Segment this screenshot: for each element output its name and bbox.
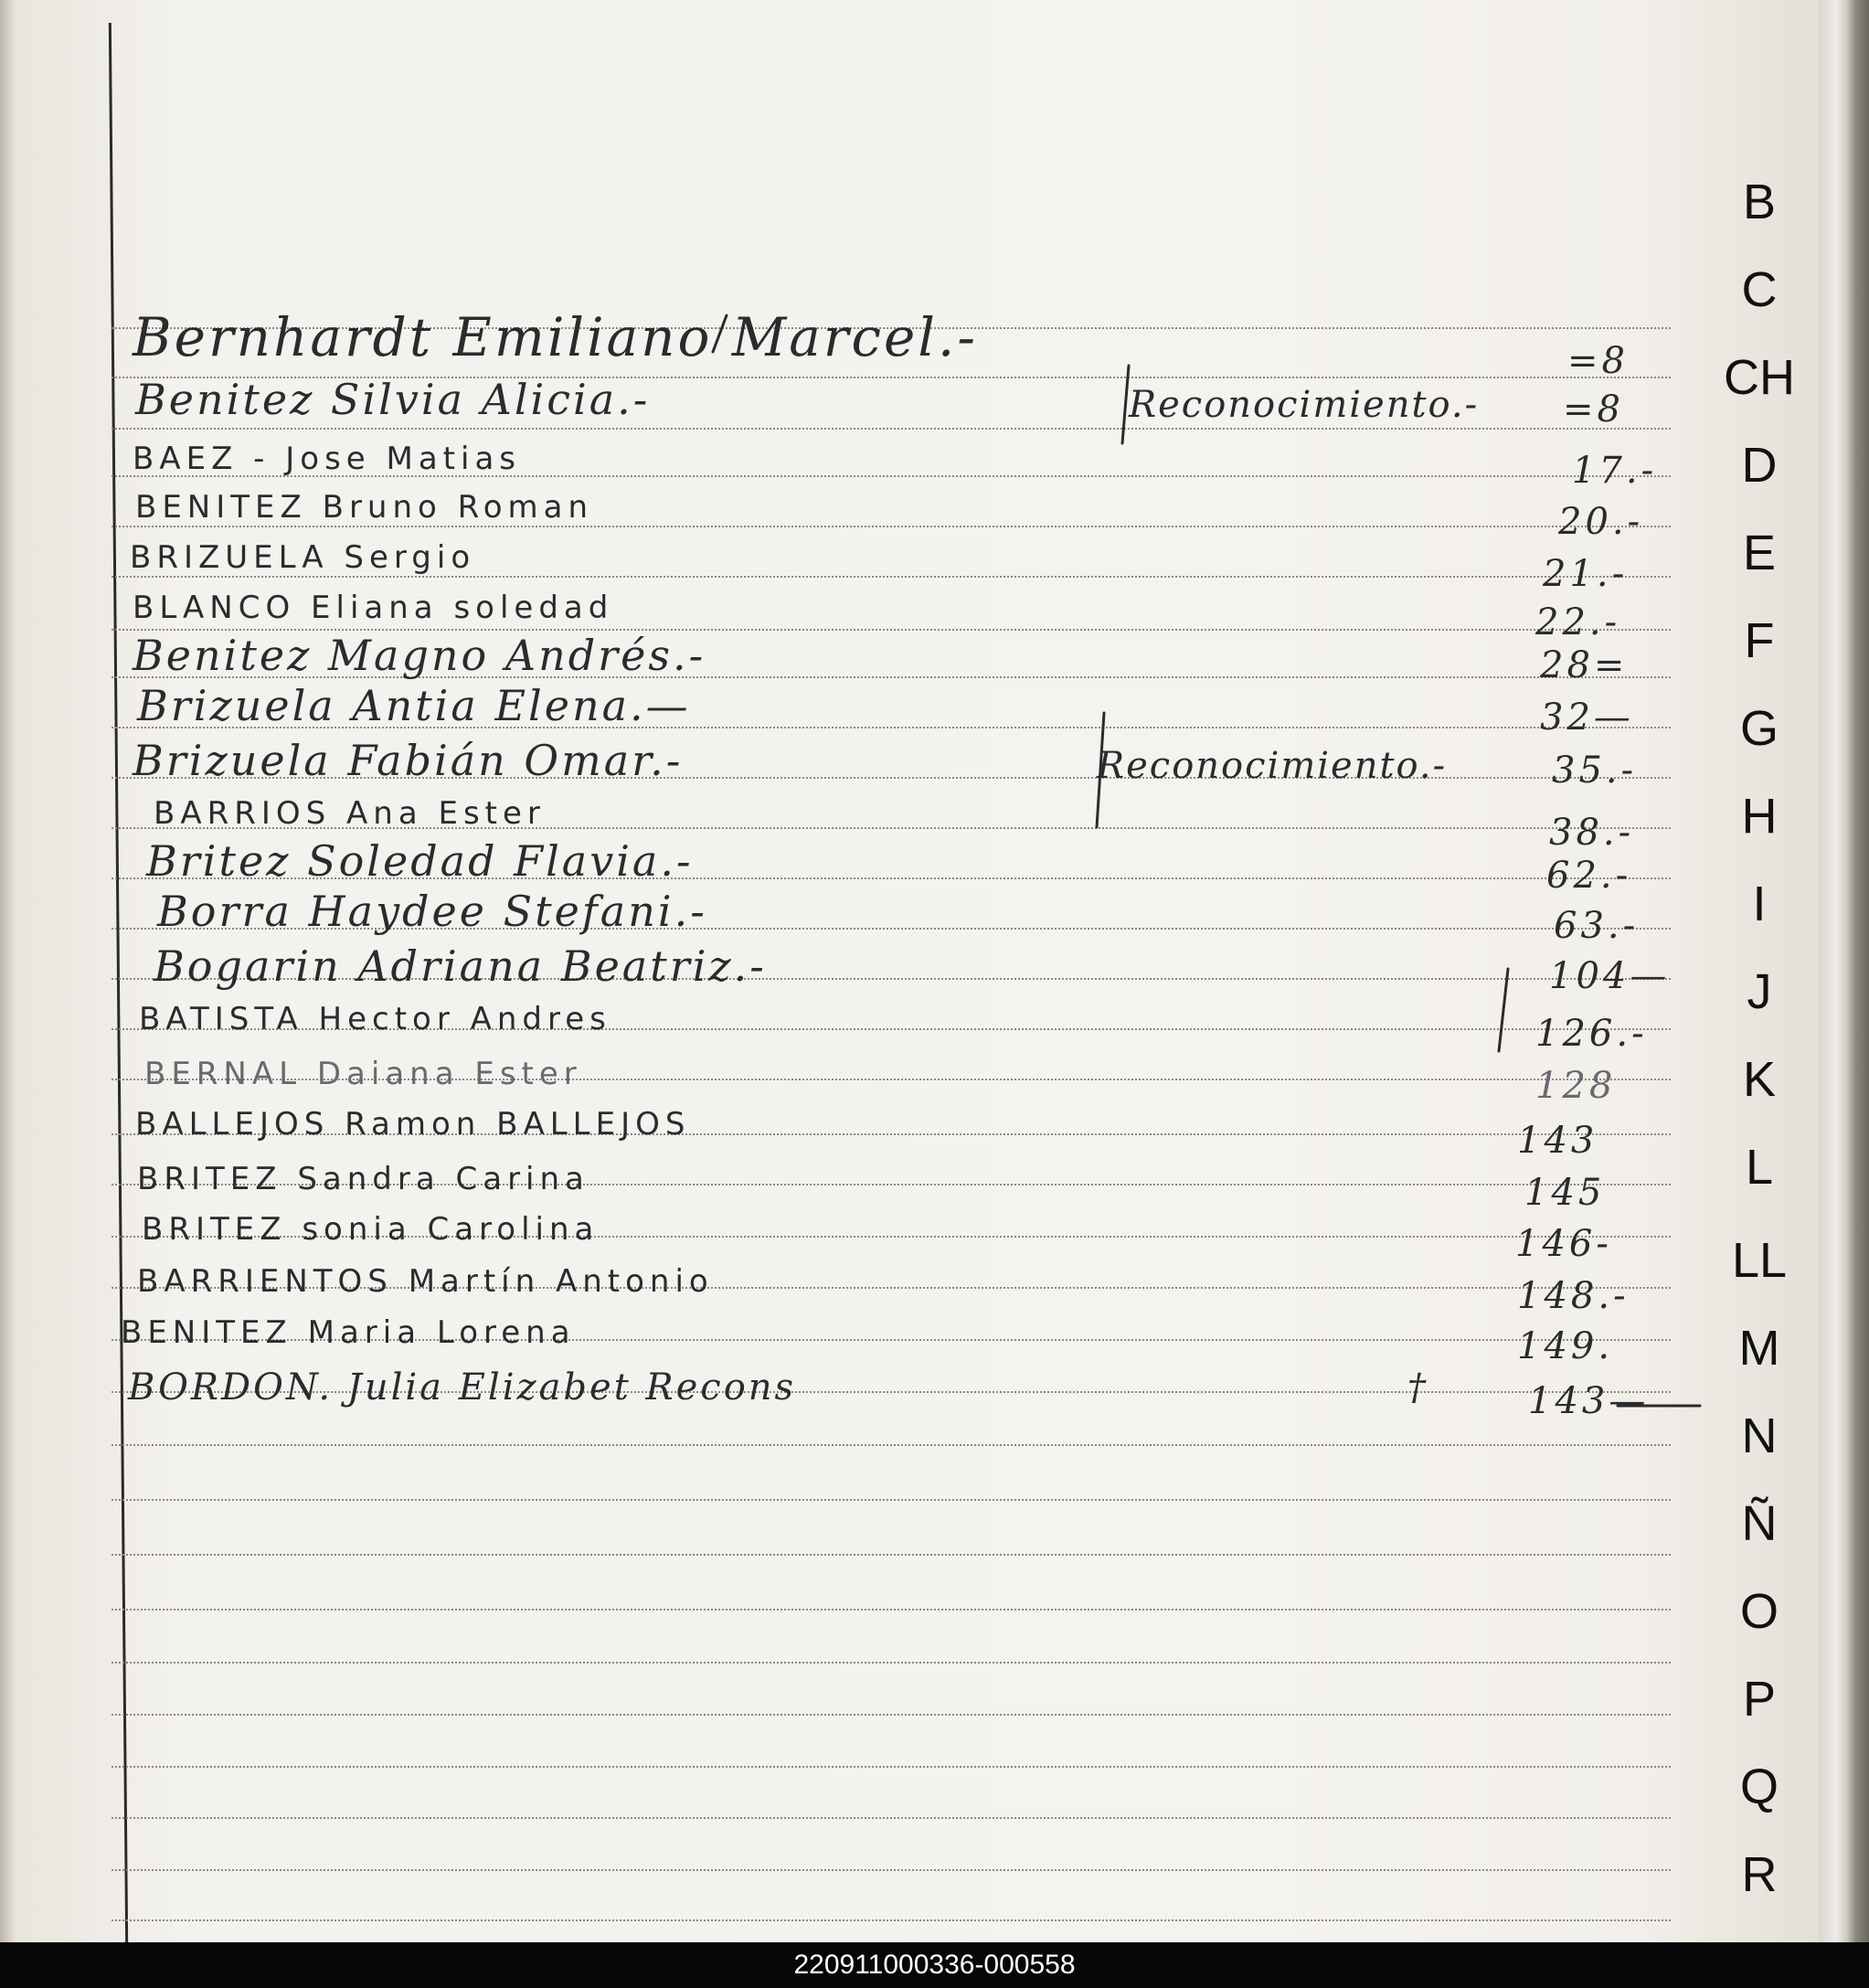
index-tab[interactable]: I: [1752, 877, 1767, 931]
entry-page: =8: [1567, 340, 1629, 382]
entry-name: Bogarin Adriana Beatriz.-: [154, 941, 767, 991]
entry-note: Reconocimiento.-: [1129, 384, 1480, 426]
entry-page: 17.-: [1572, 450, 1658, 492]
index-tab[interactable]: LL: [1731, 1233, 1788, 1288]
entry-page: 20.-: [1558, 501, 1644, 543]
entry-page: 21.-: [1543, 553, 1629, 595]
entry-name: Benitez Silvia Alicia.-: [135, 375, 651, 424]
entry-name: BERNAL Daiana Ester: [144, 1056, 582, 1092]
index-tab[interactable]: F: [1744, 613, 1775, 668]
index-tab[interactable]: E: [1742, 526, 1777, 580]
entry-name: BAEZ - Jose Matias: [133, 441, 522, 477]
entry-name: BENITEZ Bruno Roman: [135, 489, 594, 526]
entry-page: 28=: [1540, 644, 1629, 686]
entry-page: 128: [1535, 1065, 1617, 1107]
entry-name: Bernhardt Emiliano Marcel.-: [133, 306, 978, 368]
index-tab[interactable]: M: [1738, 1321, 1780, 1376]
entry-name: Britez Soledad Flavia.-: [146, 836, 694, 886]
entry-name: BALLEJOS Ramon BALLEJOS: [135, 1106, 691, 1143]
index-tab[interactable]: L: [1745, 1140, 1774, 1195]
entry-name: BATISTA Hector Andres: [139, 1001, 611, 1037]
entry-name: Brizuela Fabián Omar.-: [133, 736, 684, 785]
entry-page: 35.-: [1552, 749, 1638, 792]
entry-page: 62.-: [1546, 855, 1632, 897]
entry-page: 146-: [1515, 1223, 1612, 1265]
entry-note: Reconocimiento.-: [1097, 745, 1448, 787]
entry-page: 143—: [1528, 1380, 1650, 1422]
index-tab[interactable]: P: [1742, 1672, 1777, 1727]
entry-name: Brizuela Antia Elena.—: [137, 681, 691, 730]
entry-page: 63.-: [1554, 905, 1640, 947]
index-tab[interactable]: H: [1741, 789, 1778, 844]
entry-name: BARRIENTOS Martín Antonio: [137, 1263, 714, 1300]
index-tab[interactable]: D: [1741, 438, 1778, 493]
entry-page: 22.-: [1535, 601, 1621, 643]
entry-page: 126.-: [1535, 1013, 1648, 1055]
entry-name: BENITEZ Maria Lorena: [121, 1314, 576, 1351]
document-id: 220911000336-000558: [793, 1950, 1076, 1980]
index-tab[interactable]: K: [1742, 1052, 1777, 1107]
entry-page: 148.-: [1517, 1275, 1630, 1317]
index-tab[interactable]: O: [1739, 1584, 1779, 1639]
entry-page: 104—: [1549, 955, 1671, 997]
entry-page: 149.: [1517, 1325, 1614, 1367]
entry-page: 143: [1517, 1120, 1598, 1162]
entry-note: †: [1407, 1366, 1428, 1409]
index-tab[interactable]: Q: [1739, 1759, 1779, 1814]
index-tab[interactable]: N: [1741, 1409, 1778, 1463]
entry-page: 32—: [1540, 696, 1634, 739]
binder-spine: [1819, 0, 1869, 1942]
entry-page: 145: [1524, 1172, 1606, 1214]
entry-name: BRITEZ sonia Carolina: [142, 1211, 600, 1248]
index-tab[interactable]: J: [1747, 964, 1772, 1019]
entry-name: Benitez Magno Andrés.-: [133, 631, 706, 680]
entry-name: BLANCO Eliana soledad: [133, 590, 614, 626]
entry-page: =8: [1563, 388, 1624, 431]
index-tab[interactable]: R: [1741, 1847, 1778, 1902]
entry-name: BRIZUELA Sergio: [130, 539, 476, 576]
index-tab[interactable]: CH: [1724, 350, 1795, 405]
index-tab[interactable]: Ñ: [1741, 1496, 1778, 1551]
index-tab[interactable]: C: [1741, 262, 1778, 317]
entry-page: 38.-: [1549, 812, 1635, 854]
entry-name: Borra Haydee Stefani.-: [157, 887, 707, 936]
entry-name: BRITEZ Sandra Carina: [137, 1161, 589, 1197]
index-tab[interactable]: B: [1742, 175, 1777, 229]
footer-bar: [0, 1942, 1869, 1988]
entry-name: BARRIOS Ana Ester: [154, 795, 546, 832]
index-tab[interactable]: G: [1739, 701, 1779, 756]
entry-name: BORDON. Julia Elizabet Recons: [128, 1366, 797, 1409]
